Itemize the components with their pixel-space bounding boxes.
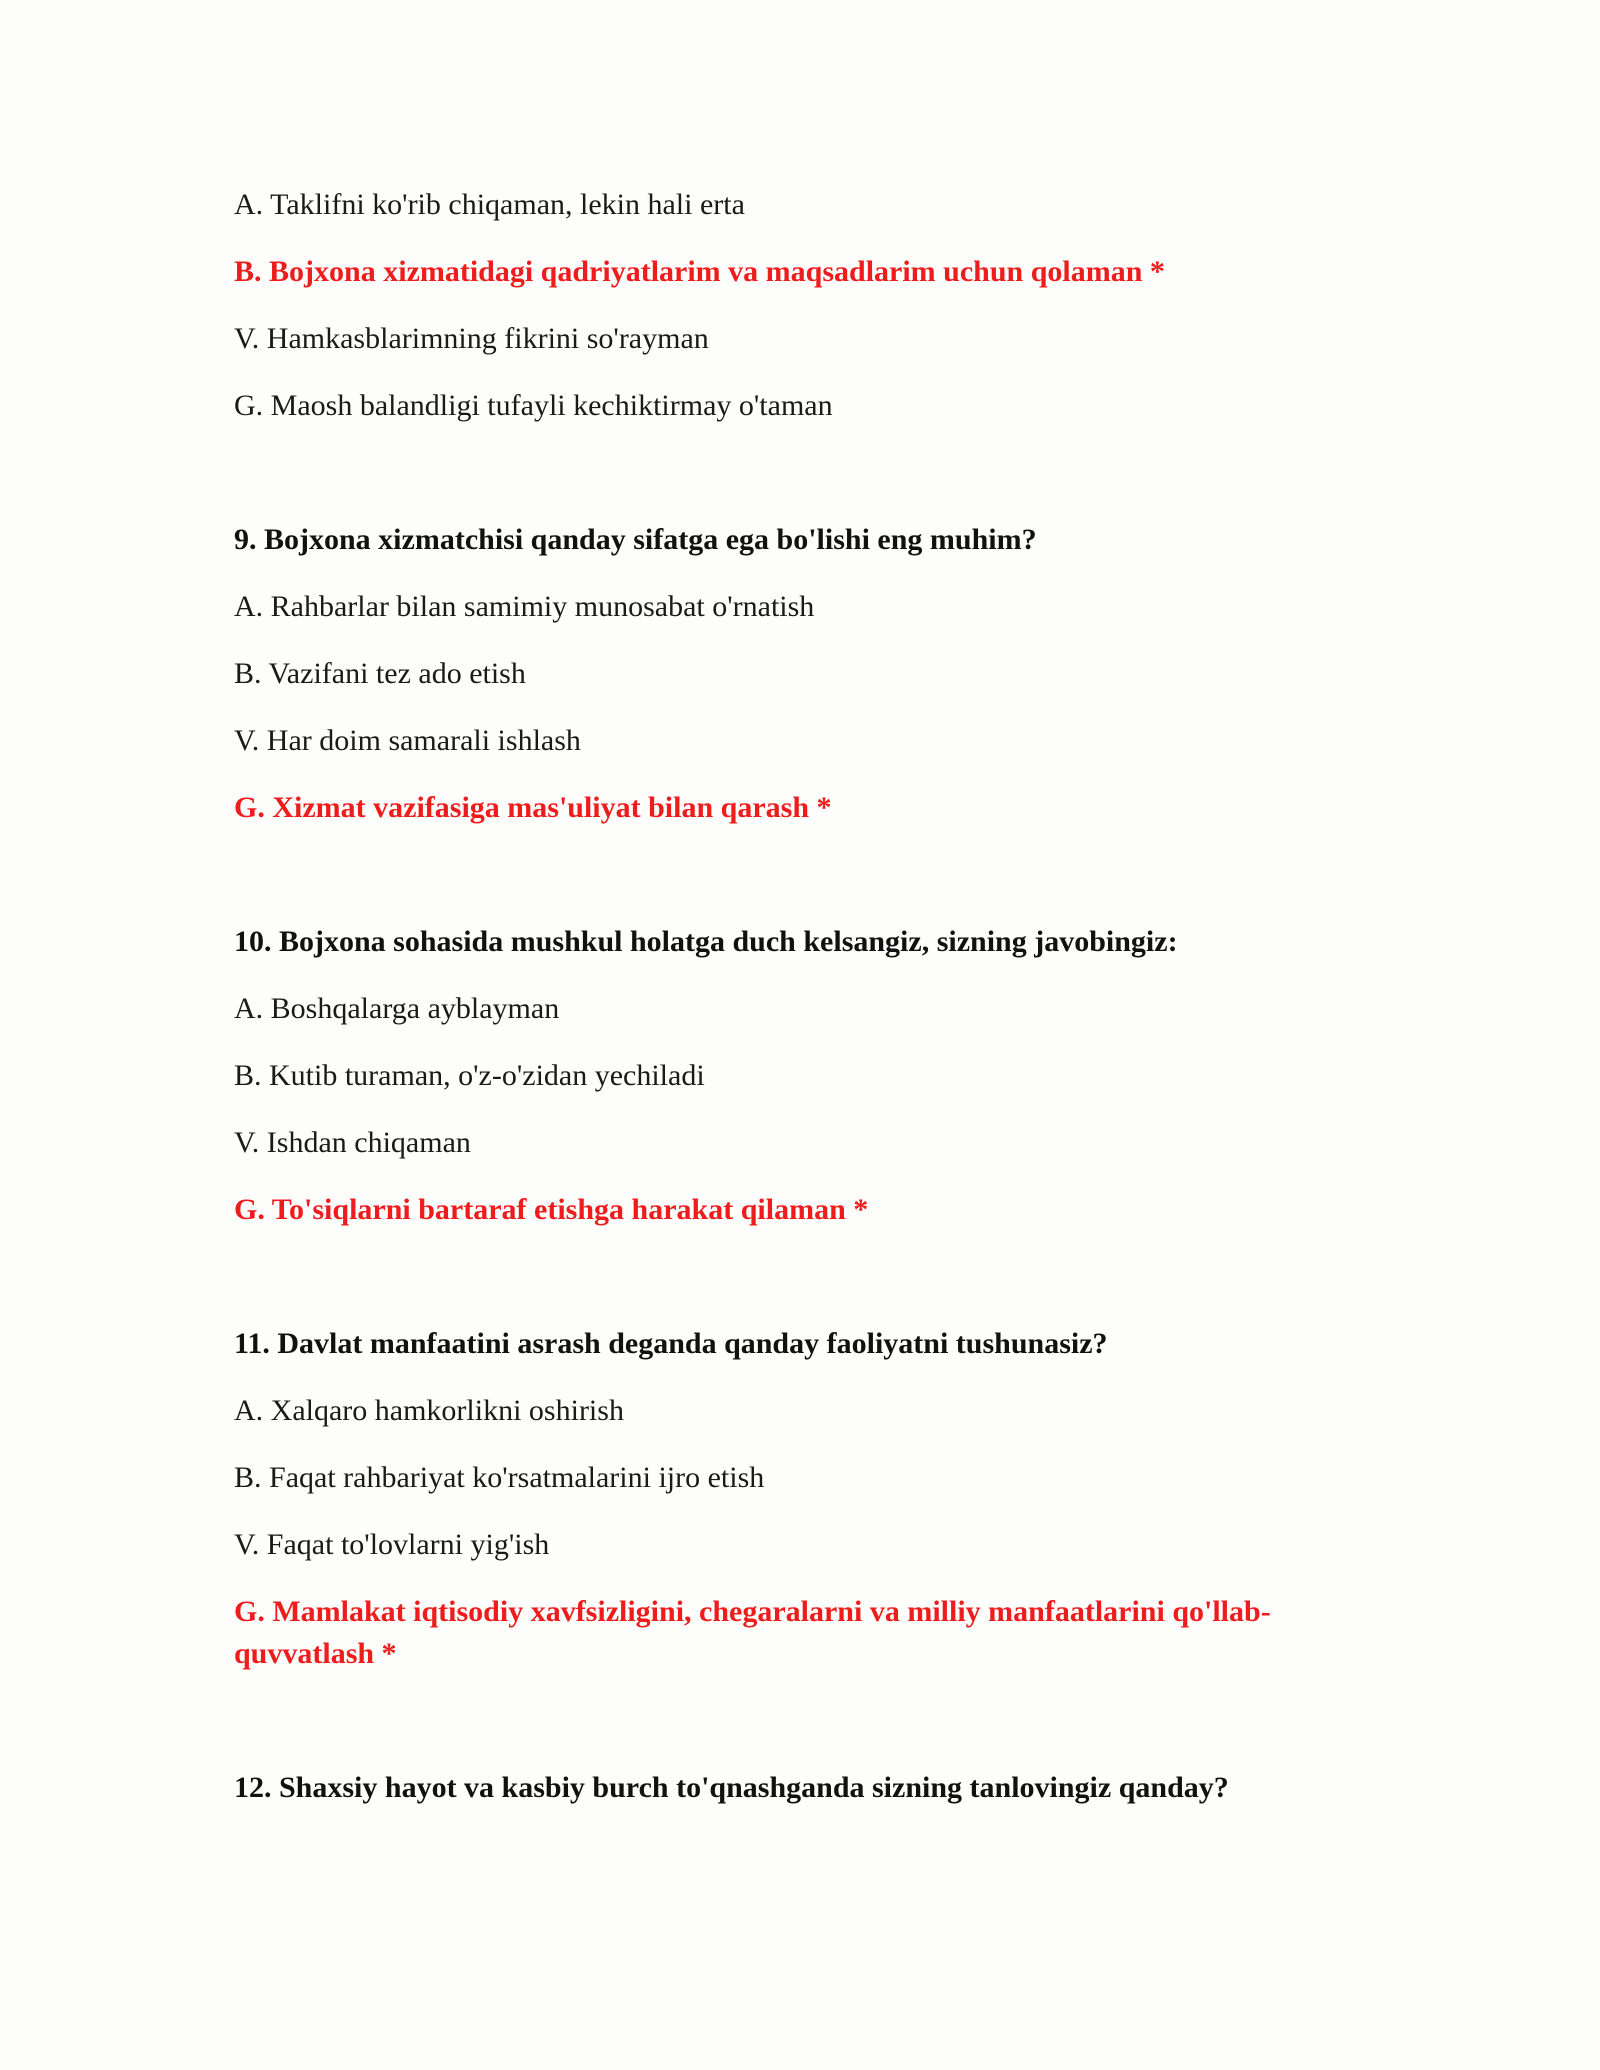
quiz-content xyxy=(234,184,1374,1834)
option-11-v: V. Faqat to'lovlarni yig'ish xyxy=(234,1528,550,1561)
option-10-v: V. Ishdan chiqaman xyxy=(234,1126,471,1159)
option-11-g-correct: G. Mamlakat iqtisodiy xavfsizligini, chegaralarni va milliy manfaatlarini qo'llab-quvvatlash * xyxy=(234,1595,1271,1670)
option-10-b: B. Kutib turaman, o'z-o'zidan yechiladi xyxy=(234,1059,705,1092)
question-11: 11. Davlat manfaatini asrash deganda qanday faoliyatni tushunasiz? xyxy=(234,1327,1108,1360)
option-9-b: B. Vazifani tez ado etish xyxy=(234,657,526,690)
option-11-b: B. Faqat rahbariyat ko'rsatmalarini ijro etish xyxy=(234,1461,765,1494)
option-10-g-correct: G. To'siqlarni bartaraf etishga harakat qilaman * xyxy=(234,1193,869,1226)
question-10: 10. Bojxona sohasida mushkul holatga duch kelsangiz, sizning javobingiz: xyxy=(234,925,1178,958)
question-9: 9. Bojxona xizmatchisi qanday sifatga ega bo'lishi eng muhim? xyxy=(234,523,1037,556)
option-8-a: A. Taklifni ko'rib chiqaman, lekin hali erta xyxy=(234,188,745,221)
option-8-v: V. Hamkasblarimning fikrini so'rayman xyxy=(234,322,709,355)
option-9-a: A. Rahbarlar bilan samimiy munosabat o'rnatish xyxy=(234,590,815,623)
option-8-b-correct: B. Bojxona xizmatidagi qadriyatlarim va maqsadlarim uchun qolaman * xyxy=(234,255,1165,288)
option-11-a: A. Xalqaro hamkorlikni oshirish xyxy=(234,1394,624,1427)
option-8-g: G. Maosh balandligi tufayli kechiktirmay o'taman xyxy=(234,389,833,422)
option-10-a: A. Boshqalarga ayblayman xyxy=(234,992,560,1025)
option-9-g-correct: G. Xizmat vazifasiga mas'uliyat bilan qarash * xyxy=(234,791,832,824)
option-9-v: V. Har doim samarali ishlash xyxy=(234,724,581,757)
question-12: 12. Shaxsiy hayot va kasbiy burch to'qnashganda sizning tanlovingiz qanday? xyxy=(234,1771,1229,1804)
